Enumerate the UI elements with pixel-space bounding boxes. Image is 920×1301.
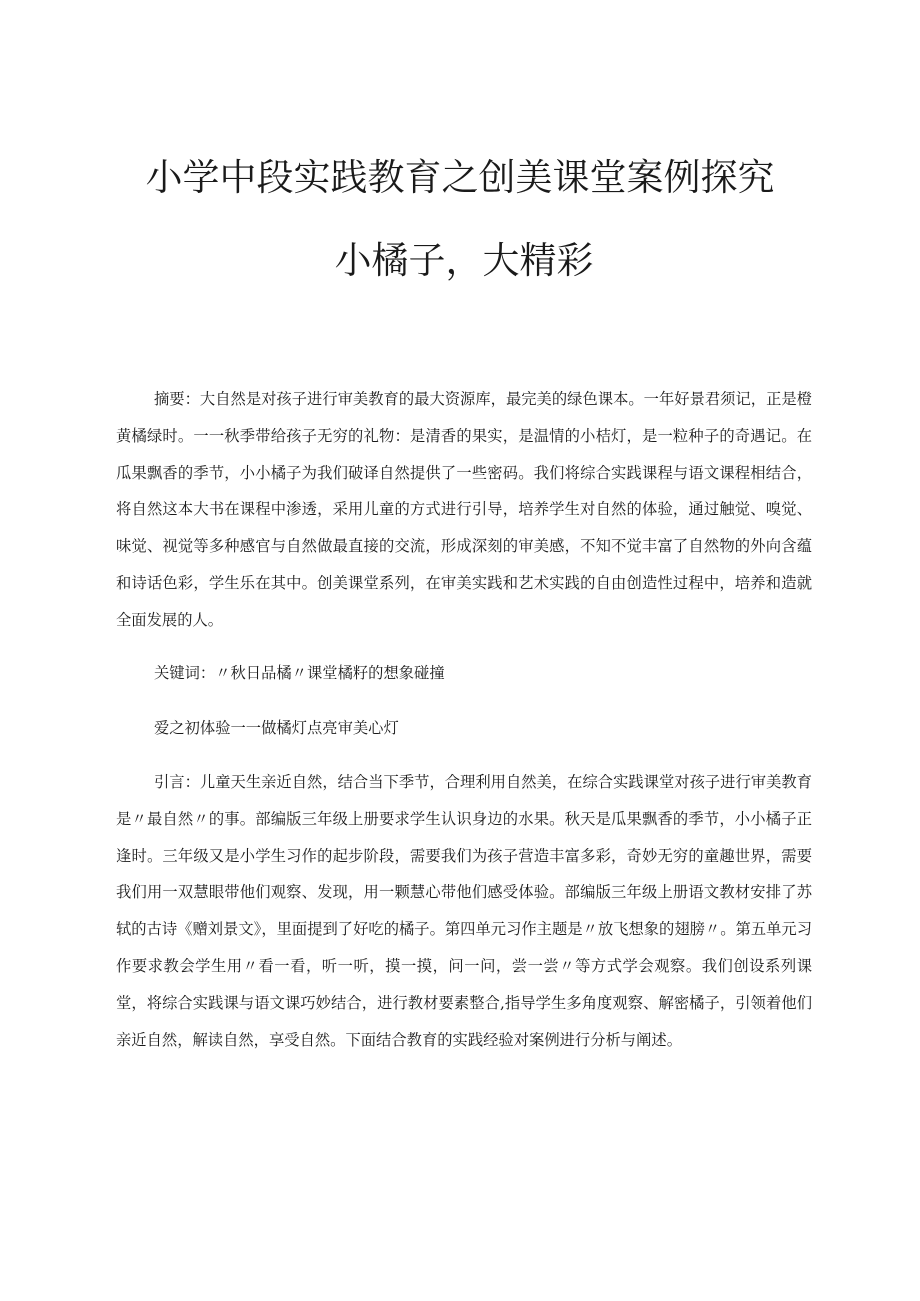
document-title: 小学中段实践教育之创美课堂案例探究	[145, 156, 775, 199]
introduction-paragraph: 引言：儿童天生亲近自然，结合当下季节，合理利用自然美，在综合实践课堂对孩子进行审美教育是〃最自然〃的事。部编版三年级上册要求学生认识身边的水果。秋天是瓜果飘香的季节，小小橘子正逢时。三年级又是小学生习作的起步阶段，需要我们为孩子营造丰富多彩，奇妙无穷的童趣世界，需要我们用一双慧眼带他们观察、发现，用一颗慧心带他们感受体验。部编版三年级上册语文教材安排了苏轼的古诗《赠刘景文》，里面提到了好吃的橘子。第四单元习作主题是〃放飞想象的翅膀〃。第五单元习作要求教会学生用〃看一看，听一听，摸一摸，问一问，尝一尝〃等方式学会观察。我们创设系列课堂，将综合实践课与语文课巧妙结合，进行教材要素整合,指导学生多角度观察、解密橘子，引领着他们亲近自然，解读自然，享受自然。下面结合教育的实践经验对案例进行分析与阐述。	[116, 773, 813, 1049]
keywords-line-2: 爱之初体验一一做橘灯点亮审美心灯	[154, 719, 399, 737]
document-subtitle: 小橘子，大精彩	[334, 239, 594, 282]
keywords-paragraph: 关键词：〃秋日品橘〃课堂橘籽的想象碰撞	[154, 664, 445, 682]
abstract-paragraph: 摘要：大自然是对孩子进行审美教育的最大资源库，最完美的绿色课本。一年好景君须记，正是橙黄橘绿时。一一秋季带给孩子无穷的礼物：是清香的果实，是温情的小桔灯，是一粒种子的奇遇记。在瓜果飘香的季节，小小橘子为我们破译自然提供了一些密码。我们将综合实践课程与语文课程相结合，将自然这本大书在课程中渗透，采用儿童的方式进行引导，培养学生对自然的体验，通过触觉、嗅觉、味觉、视觉等多种感官与自然做最直接的交流，形成深刻的审美感，不知不觉丰富了自然物的外向含蕴和诗话色彩，学生乐在其中。创美课堂系列，在审美实践和艺术实践的自由创造性过程中，培养和造就全面发展的人。	[116, 390, 812, 629]
